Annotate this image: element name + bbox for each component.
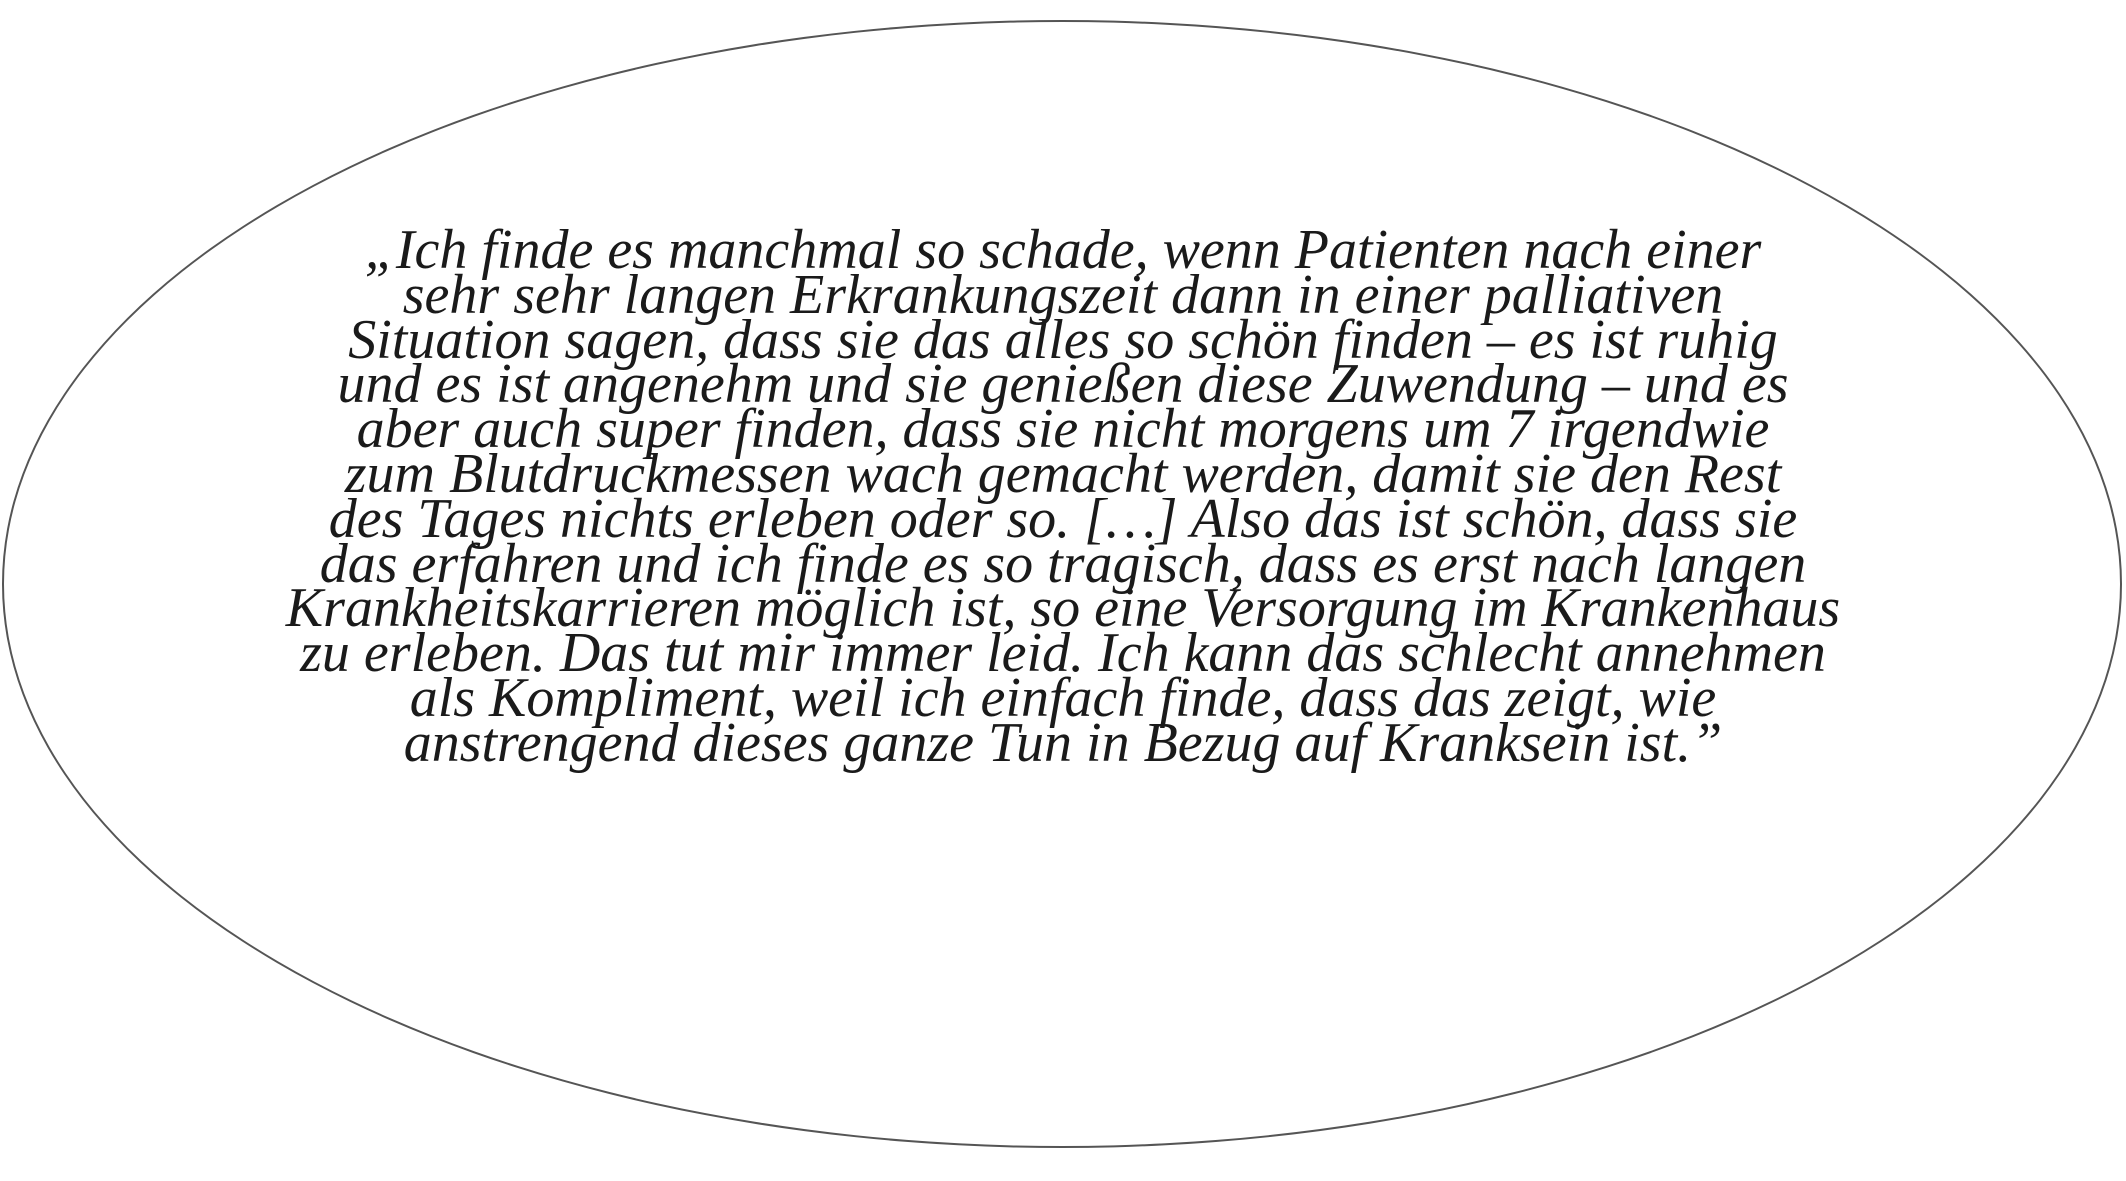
quote-line: Krankheitskarrieren möglich ist, so eine Versorgung im Krankenhaus: [285, 577, 1841, 640]
quote-line: zum Blutdruckmessen wach gemacht werden, damit sie den Rest: [344, 442, 1782, 505]
quote-line: „Ich finde es manchmal so schade, wenn Patienten nach einer: [364, 219, 1762, 281]
quote-line: sehr sehr langen Erkrankungszeit dann in einer palliativen: [402, 263, 1724, 326]
quote-line: zu erleben. Das tut mir immer leid. Ich kann das schlecht annehmen: [300, 622, 1826, 685]
quote-line: anstrengend dieses ganze Tun in Bezug auf Kranksein ist.”: [403, 711, 1723, 774]
quote-line: des Tages nichts erleben oder so. […] Also das ist schön, dass sie: [328, 487, 1798, 550]
quote-line: als Kompliment, weil ich einfach finde, dass das zeigt, wie: [409, 666, 1717, 729]
quote-line: und es ist angenehm und sie genießen diese Zuwendung – und es: [337, 353, 1789, 416]
quote-line: das erfahren und ich finde es so tragisch, dass es erst nach langen: [319, 532, 1807, 595]
quote-line: aber auch super finden, dass sie nicht morgens um 7 irgendwie: [356, 398, 1770, 461]
quote-line: Situation sagen, dass sie das alles so schön finden – es ist ruhig: [348, 308, 1778, 371]
quote-block: [0, 219, 2126, 774]
